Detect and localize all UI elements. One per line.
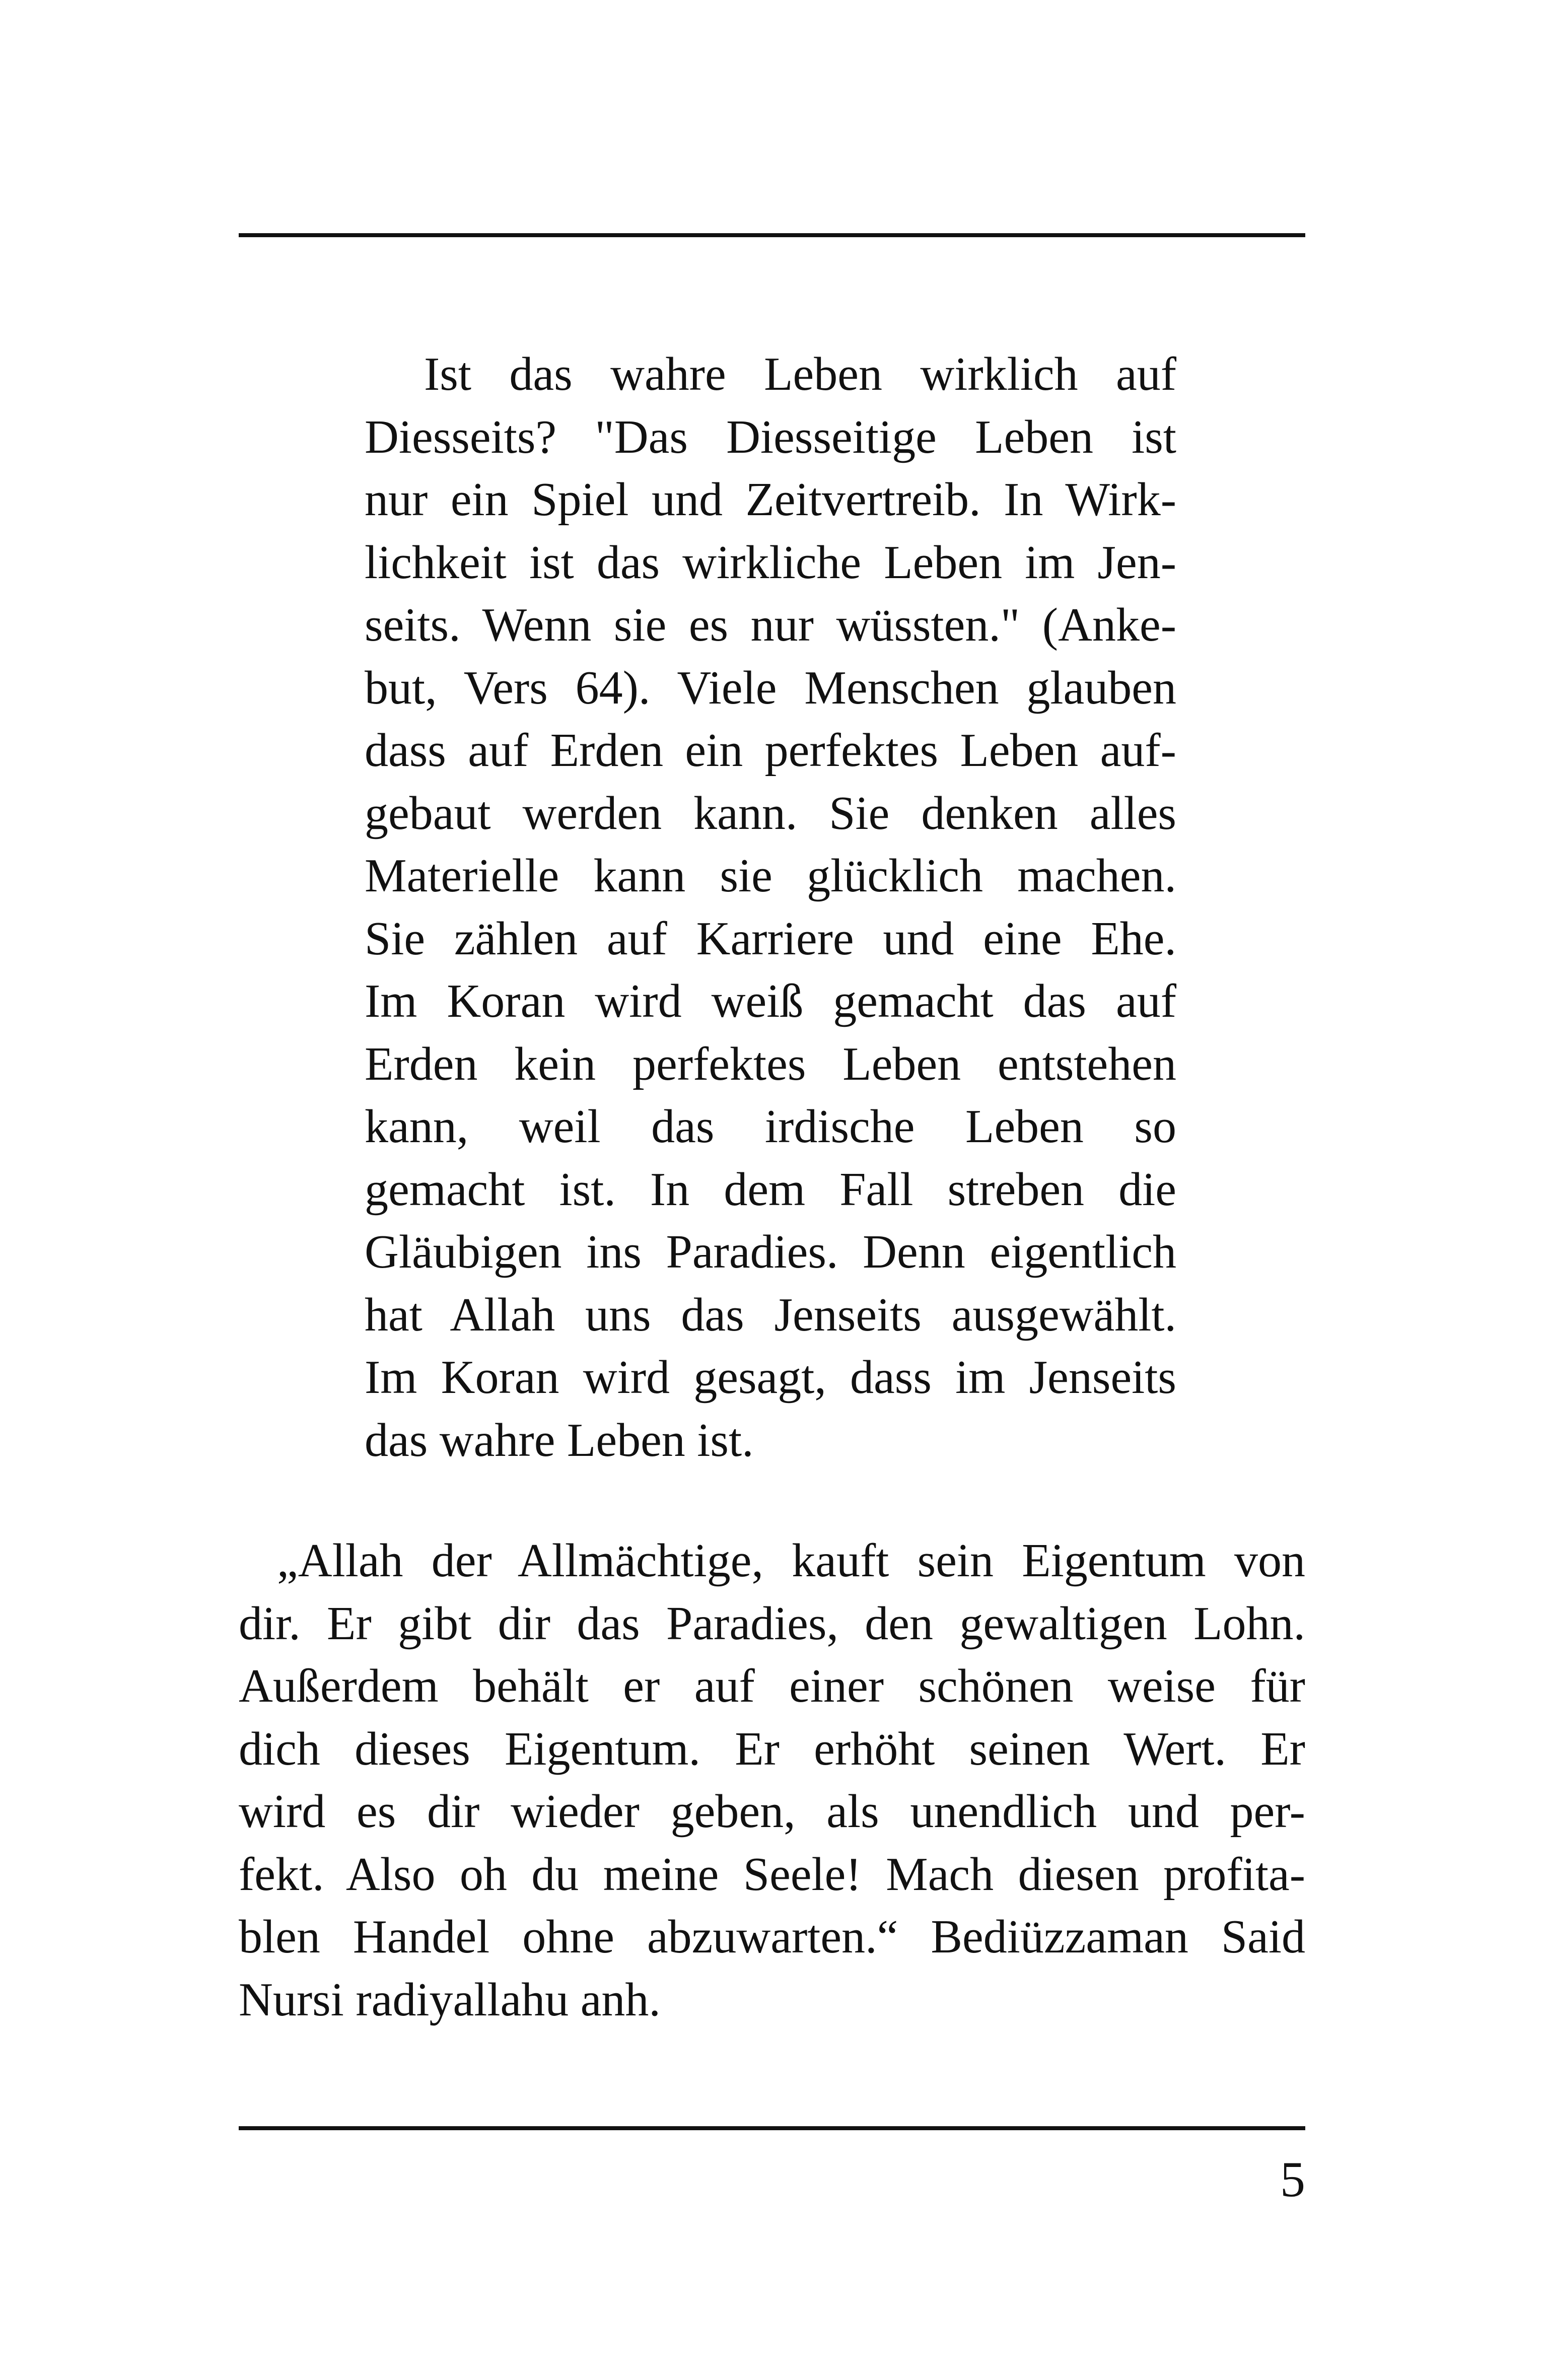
main-line: fekt. Also oh du meine Seele! Mach diesen profita- xyxy=(239,1848,1305,1901)
quote-line: hat Allah uns das Jenseits ausgewählt. xyxy=(365,1289,1176,1341)
quote-line: Materielle kann sie glücklich machen. xyxy=(365,850,1176,902)
main-line: Außerdem behält er auf einer schönen weise für xyxy=(239,1660,1305,1712)
quote-line: dass auf Erden ein perfektes Leben auf- xyxy=(365,724,1176,777)
top-rule xyxy=(239,233,1305,237)
quote-line: gemacht ist. In dem Fall streben die xyxy=(365,1163,1176,1216)
quote-line: nur ein Spiel und Zeitvertreib. In Wirk- xyxy=(365,473,1176,526)
quote-line: Ist das wahre Leben wirklich auf xyxy=(424,348,1176,400)
main-line-last: Nursi radiyallahu anh. xyxy=(239,1974,661,2026)
quote-line: but, Vers 64). Viele Menschen glauben xyxy=(365,662,1176,714)
bottom-rule xyxy=(239,2126,1305,2130)
quote-line: Im Koran wird weiß gemacht das auf xyxy=(365,975,1176,1027)
main-line: „Allah der Allmächtige, kauft sein Eigentum von xyxy=(277,1534,1305,1587)
quote-line: seits. Wenn sie es nur wüssten." (Anke- xyxy=(365,599,1176,651)
main-line: blen Handel ohne abzuwarten.“ Bediüzzaman Said xyxy=(239,1911,1305,1963)
quote-line: Erden kein perfektes Leben entstehen xyxy=(365,1038,1176,1090)
quote-line: lichkeit ist das wirkliche Leben im Jen- xyxy=(365,536,1176,589)
quote-line: gebaut werden kann. Sie denken alles xyxy=(365,787,1176,839)
quote-line: Sie zählen auf Karriere und eine Ehe. xyxy=(365,913,1176,965)
main-line: dich dieses Eigentum. Er erhöht seinen Wert. Er xyxy=(239,1723,1305,1775)
page-number: 5 xyxy=(1280,2151,1305,2207)
quote-line-last: das wahre Leben ist. xyxy=(365,1414,754,1466)
main-line: dir. Er gibt dir das Paradies, den gewaltigen Lohn. xyxy=(239,1597,1305,1650)
quote-line: Gläubigen ins Paradies. Denn eigentlich xyxy=(365,1226,1176,1278)
quote-line: Im Koran wird gesagt, dass im Jenseits xyxy=(365,1351,1176,1404)
quote-line: Diesseits? "Das Diesseitige Leben ist xyxy=(365,411,1176,463)
main-line: wird es dir wieder geben, als unendlich und per- xyxy=(239,1785,1305,1838)
quote-line: kann, weil das irdische Leben so xyxy=(365,1100,1176,1153)
